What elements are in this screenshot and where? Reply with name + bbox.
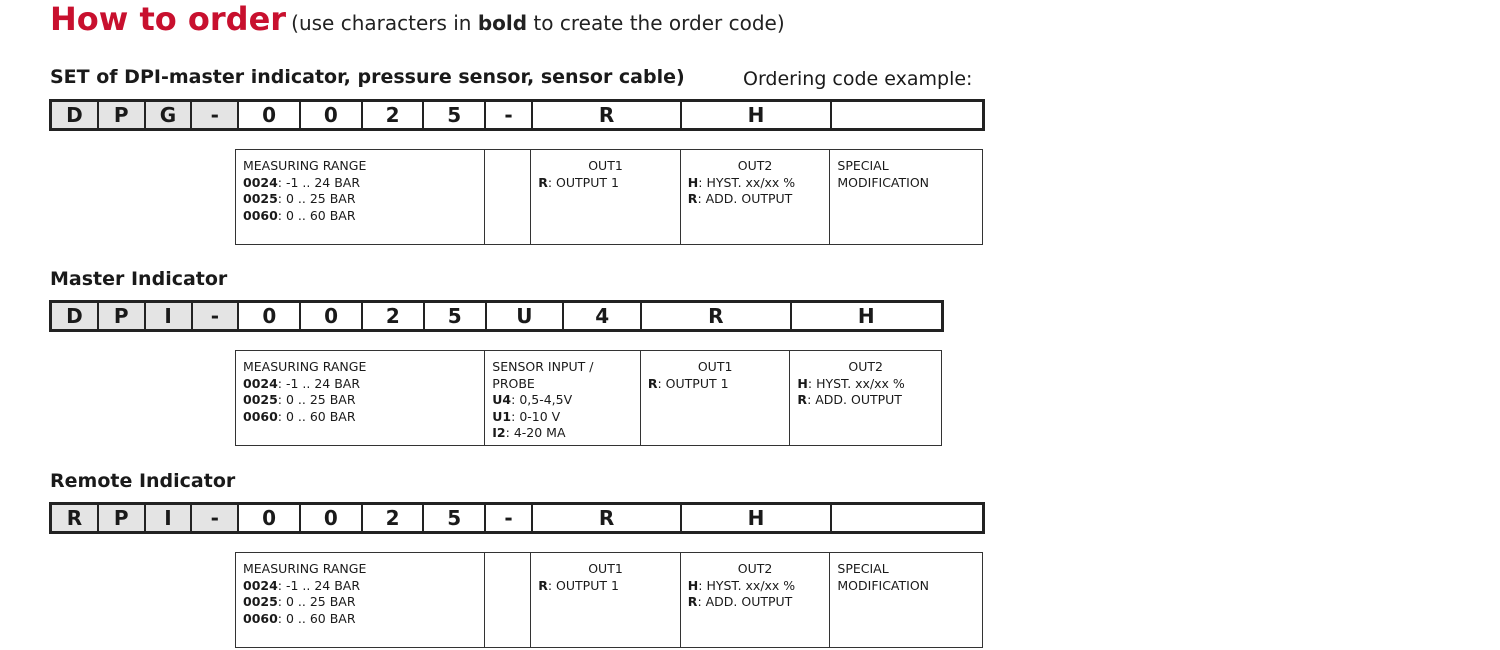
code-char-cell: 5 (425, 303, 487, 329)
code-char-cell: I (146, 303, 193, 329)
legend-column (485, 351, 641, 445)
code-char-cell: P (99, 505, 146, 531)
legend-option-code: 0025 (243, 191, 278, 206)
legend-heading: MEASURING RANGE (243, 359, 367, 374)
legend-heading: OUT1 (697, 359, 733, 374)
legend-option-code: H (687, 174, 699, 190)
legend-column (236, 553, 485, 647)
legend-heading: MEASURING RANGE (243, 561, 367, 576)
legend-option-code: R (687, 191, 698, 206)
code-char-cell: 4 (564, 303, 642, 329)
legend-option (243, 175, 477, 192)
legend-option-value: : OUTPUT 1 (657, 375, 729, 391)
legend-option-code: 0060 (243, 610, 278, 626)
code-char-cell: - (486, 102, 533, 128)
legend-option-value: : 0 .. 60 BAR (277, 207, 356, 223)
code-char-cell: - (193, 303, 240, 329)
legend-option-value: : HYST. xx/xx % (698, 174, 796, 190)
code-char-cell (832, 102, 982, 128)
code-char-cell: D (52, 303, 99, 329)
code-char-cell: R (533, 505, 682, 531)
legend-option-code: U1 (492, 408, 512, 424)
legend-column (485, 553, 531, 647)
legend-option-code: H (797, 375, 808, 391)
order-code-legend-set (235, 149, 983, 245)
code-char-cell: 0 (301, 102, 363, 128)
legend-heading-line2: PROBE (492, 375, 535, 391)
legend-option (243, 578, 477, 595)
code-char-cell: 0 (239, 102, 301, 128)
legend-option (243, 376, 477, 393)
legend-column (531, 553, 681, 647)
code-char-cell: H (857, 304, 875, 328)
legend-column (790, 351, 941, 445)
legend-option-code: 0060 (243, 408, 278, 424)
legend-option-value: : 0 .. 60 BAR (277, 408, 356, 424)
legend-option-value: : ADD. OUTPUT (807, 392, 902, 407)
legend-option-code: 0024 (243, 375, 278, 391)
legend-option-code: I2 (492, 425, 506, 440)
legend-option-code: R (538, 577, 548, 593)
legend-option (492, 392, 633, 409)
code-char-cell: U (487, 303, 565, 329)
legend-option-value: : 4-20 MA (505, 425, 566, 440)
code-char-cell: P (99, 102, 146, 128)
legend-option (538, 578, 673, 595)
code-char-cell: 2 (363, 505, 425, 531)
code-char-cell: - (192, 102, 239, 128)
legend-option-value: : OUTPUT 1 (547, 577, 619, 593)
code-char-cell (832, 505, 982, 531)
legend-option (688, 578, 823, 595)
legend-option-value: : OUTPUT 1 (547, 174, 619, 190)
legend-heading-line2: MODIFICATION (837, 577, 930, 593)
section-title-set: SET of DPI-master indicator, pressure sensor, sensor cable) (50, 66, 685, 88)
code-char-cell: 0 (239, 505, 301, 531)
code-char-cell: R (52, 505, 99, 531)
legend-column (236, 150, 485, 244)
legend-option-code: 0025 (243, 392, 278, 407)
legend-option (243, 191, 477, 208)
code-char-cell: 0 (301, 303, 363, 329)
section-title-remote: Remote Indicator (50, 470, 236, 492)
code-char-cell: G (146, 102, 193, 128)
code-char-cell: H (682, 102, 831, 128)
legend-option-value: : 0 .. 60 BAR (277, 610, 356, 626)
legend-option-value: : ADD. OUTPUT (697, 594, 793, 609)
code-char-cell: D (52, 102, 99, 128)
page-title-text: How to order (50, 0, 287, 38)
subtitle-suffix: to create the order code) (527, 11, 785, 35)
code-char-cell: H (682, 505, 831, 531)
legend-option (243, 594, 477, 611)
legend-option (797, 376, 934, 393)
legend-option (688, 191, 823, 208)
legend-option (492, 425, 633, 442)
legend-option (688, 175, 823, 192)
code-char-cell: 5 (424, 505, 486, 531)
legend-heading: MEASURING RANGE (243, 158, 367, 173)
legend-option (688, 594, 823, 611)
order-code-row-master (49, 300, 944, 332)
legend-column (830, 150, 982, 244)
legend-option-code: H (687, 577, 699, 593)
legend-option-code: U4 (492, 392, 512, 407)
legend-heading: OUT2 (737, 158, 773, 173)
legend-option-code: 0024 (243, 577, 278, 593)
legend-option-code: R (797, 392, 808, 407)
legend-option-code: R (687, 594, 698, 609)
legend-heading: SENSOR INPUT / (492, 359, 594, 374)
legend-option-code: 0060 (243, 207, 278, 223)
legend-option-value: : -1 .. 24 BAR (277, 577, 361, 593)
legend-option-value: : -1 .. 24 BAR (277, 375, 361, 391)
order-code-row-remote (49, 502, 985, 534)
legend-column (531, 150, 681, 244)
code-char-cell: R (642, 303, 791, 329)
legend-option (648, 376, 783, 393)
order-code-legend-master (235, 350, 942, 446)
page-subtitle (291, 11, 784, 35)
code-char-cell: - (192, 505, 239, 531)
legend-option-code: R (538, 174, 548, 190)
legend-option (243, 208, 477, 225)
legend-option (243, 392, 477, 409)
legend-option-value: : 0 .. 25 BAR (277, 392, 356, 407)
code-char-cell: P (99, 303, 146, 329)
legend-heading: SPECIAL (837, 158, 889, 173)
legend-option-value: : 0 .. 25 BAR (277, 594, 356, 609)
legend-option-value: : -1 .. 24 BAR (277, 174, 361, 190)
legend-heading: OUT1 (588, 158, 623, 173)
page-title (50, 0, 785, 38)
subtitle-bold: bold (477, 11, 528, 35)
legend-option-code: 0025 (243, 594, 278, 609)
code-char-cell: 0 (301, 505, 363, 531)
ordering-code-example-label: Ordering code example: (743, 68, 973, 90)
legend-column (681, 553, 831, 647)
legend-column (830, 553, 982, 647)
code-char-cell: R (533, 102, 682, 128)
section-title-master: Master Indicator (50, 268, 228, 290)
order-code-legend-remote (235, 552, 983, 648)
legend-option-code: 0024 (243, 174, 278, 190)
code-char-cell: - (486, 505, 533, 531)
legend-option (243, 409, 477, 426)
legend-option-value: : 0 .. 25 BAR (277, 191, 356, 206)
legend-heading: OUT1 (588, 561, 623, 576)
legend-option-value: : 0-10 V (511, 408, 561, 424)
legend-column (236, 351, 485, 445)
legend-option (492, 409, 633, 426)
code-char-cell: 0 (239, 303, 301, 329)
legend-option-value: : HYST. xx/xx % (807, 375, 905, 391)
legend-option (243, 611, 477, 628)
order-code-row-set (49, 99, 985, 131)
legend-heading: OUT2 (848, 359, 883, 374)
legend-column (641, 351, 791, 445)
legend-option-code: R (647, 375, 658, 391)
code-char-cell: 2 (363, 303, 425, 329)
subtitle-prefix: (use characters in (291, 11, 478, 35)
legend-heading: OUT2 (737, 561, 773, 576)
legend-option (797, 392, 934, 409)
legend-option (538, 175, 673, 192)
legend-column (681, 150, 831, 244)
legend-option-value: : 0,5-4,5V (511, 392, 573, 407)
legend-option-value: : HYST. xx/xx % (698, 577, 796, 593)
legend-column (485, 150, 531, 244)
legend-heading-line2: MODIFICATION (837, 174, 930, 190)
code-char-cell: 5 (424, 102, 486, 128)
code-char-cell: 2 (363, 102, 425, 128)
legend-option-value: : ADD. OUTPUT (697, 191, 793, 206)
legend-heading: SPECIAL (837, 561, 889, 576)
code-char-cell: I (146, 505, 193, 531)
